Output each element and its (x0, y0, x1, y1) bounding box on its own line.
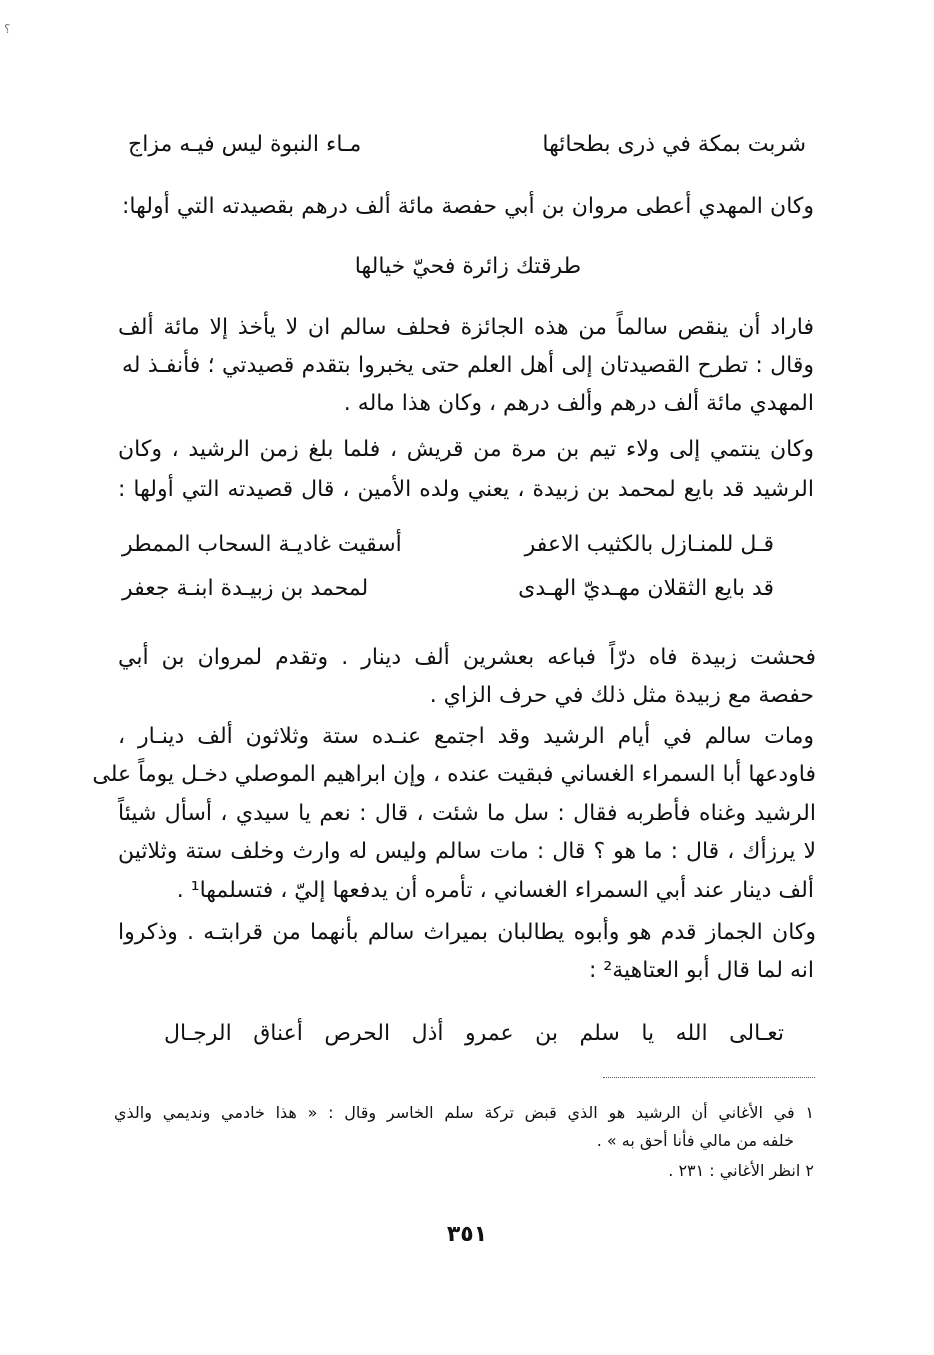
verse-3-couplet-1 (122, 528, 814, 562)
footnote-2: ٢ انظر الأغاني : ٢٣١ . (668, 1161, 814, 1180)
verse-3-couplet-2-second: لمحمد بن زبيـدة ابنـة جعفر (122, 576, 369, 601)
paragraph-2-line-3: المهدي مائة ألف درهم وألف درهم ، وكان هذا ماله . (343, 391, 814, 416)
page-number: ٣٥١ (446, 1222, 488, 1247)
paragraph-2-line-1: فاراد أن ينقص سالماً من هذه الجائزة فحلف سالم ان لا يأخذ إلا مائة ألف (118, 315, 814, 340)
paragraph-4-line-2: حفصة مع زبيدة مثل ذلك في حرف الزاي . (429, 683, 814, 708)
paragraph-5-line-2: فاودعها أبا السمراء الغساني فبقيت عنده ، وإن ابراهيم الموصلي دخـل يوماً على (92, 762, 816, 787)
verse-4: تعـالى الله يا سلم بن عمرو أذل الحرص أعناق الرجـال (164, 1021, 784, 1046)
verse-3-couplet-1-second: أسقيت غاديـة السحاب الممطر (122, 532, 402, 557)
paragraph-1-line-1: وكان المهدي أعطى مروان بن أبي حفصة مائة ألف درهم بقصيدته التي أولها: (122, 194, 814, 219)
footnote-divider (603, 1077, 815, 1078)
footnote-1-line-1: ١ في الأغاني أن الرشيد هو الذي قبض تركة سلم الخاسر وقال : « هذا خادمي ونديمي والذي (114, 1103, 814, 1122)
verse-3-couplet-2 (122, 572, 814, 606)
verse-3-couplet-1-first: قـل للمنـازل بالكثيب الاعفر (524, 532, 774, 557)
verse-2: طرقتك زائرة فحيّ خيالها (354, 254, 582, 279)
paragraph-5-line-5: ألف دينار عند أبي السمراء الغساني ، تأمره أن يدفعها إليّ ، فتسلمها¹ . (176, 878, 814, 903)
verse-1 (122, 128, 814, 162)
verse-1-first-hemistich: شربت بمكة في ذرى بطحائها (542, 132, 806, 157)
verse-3-couplet-2-first: قد بايع الثقلان مهـديّ الهـدى (518, 576, 774, 601)
paragraph-5-line-3: الرشيد وغناه فأطربه فقال : سل ما شئت ، قال : نعم يا سيدي ، أسأل شيئاً (118, 801, 816, 826)
paragraph-5-line-1: ومات سالم في أيام الرشيد وقد اجتمع عنـده ستة وثلاثون ألف دينـار ، (118, 724, 814, 749)
paragraph-2-line-2: وقال : تطرح القصيدتان إلى أهل العلم حتى يخبروا بتقدم قصيدتي ؛ فأنفـذ له (122, 353, 814, 378)
footnote-1-line-2: خلفه من مالي فأنا أحق به » . (596, 1131, 794, 1150)
paragraph-3-line-2: الرشيد قد بايع لمحمد بن زبيدة ، يعني ولده الأمين ، قال قصيدته التي أولها : (118, 477, 814, 502)
paragraph-4-line-1: فحشت زبيدة فاه درّاً فباعه بعشرين ألف دينار . وتقدم لمروان بن أبي (118, 645, 816, 670)
verse-1-second-hemistich: مـاء النبوة ليس فيـه مزاج (128, 132, 362, 157)
paragraph-5-line-4: لا يرزأك ، قال : ما هو ؟ قال : مات سالم وليس له وارث وخلف ستة وثلاثين (118, 839, 816, 864)
paragraph-6-line-2: انه لما قال أبو العتاهية² : (589, 958, 814, 983)
margin-mark: ؟ (4, 22, 11, 36)
paragraph-6-line-1: وكان الجماز قدم هو وأبوه يطالبان بميراث سالم بأنهما من قرابتـه . وذكروا (118, 920, 816, 945)
paragraph-3-line-1: وكان ينتمي إلى ولاء تيم بن مرة من قريش ، فلما بلغ زمن الرشيد ، وكان (118, 437, 814, 462)
